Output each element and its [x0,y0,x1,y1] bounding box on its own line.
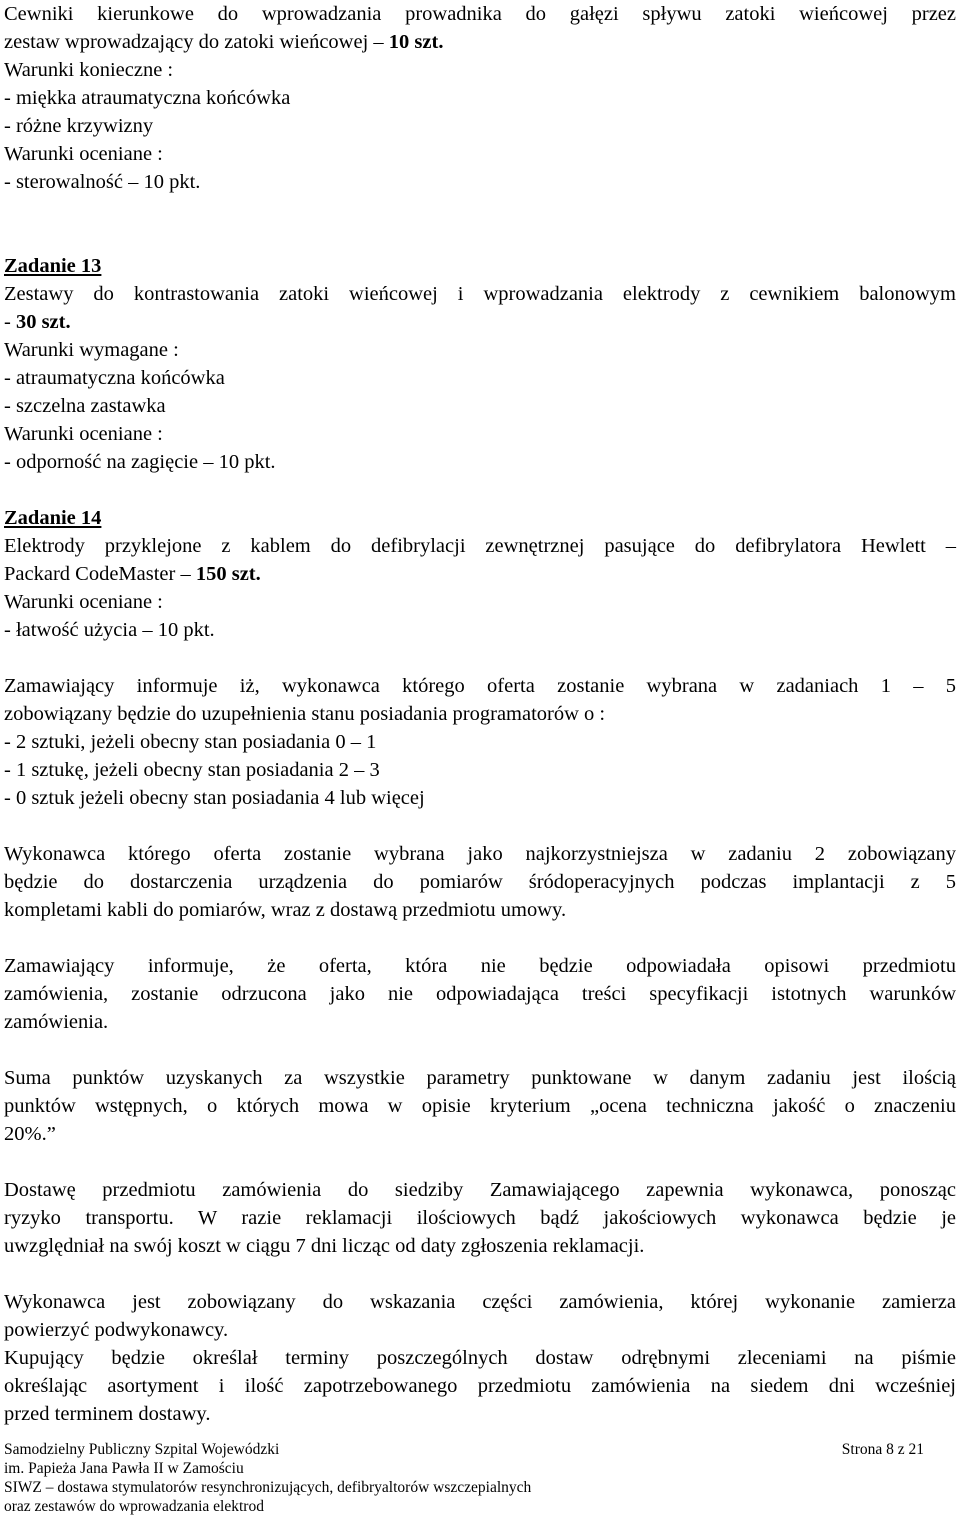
paragraph-line: punktów wstępnych, o których mowa w opisie kryterium „ocena techniczna jakość o znaczeniu [4,1095,956,1117]
paragraph-line: Wykonawca jest zobowiązany do wskazania części zamówienia, której wykonanie zamierza [4,1291,956,1313]
paragraph-line: będzie do dostarczenia urządzenia do pomiarów śródoperacyjnych podczas implantacji z 5 [4,871,956,893]
footer-page-number: Strona 8 z 21 [841,1441,924,1458]
footer-document-subtitle: oraz zestawów do wprowadzania elektrod [4,1498,264,1515]
block1-req-heading: Warunki konieczne : [4,59,174,81]
task13-title: Zadanie 13 [4,255,102,277]
task13-eval-heading: Warunki oceniane : [4,423,163,445]
task13-line1: Zestawy do kontrastowania zatoki wieńcowej i wprowadzania elektrody z cewnikiem balonowym [4,283,956,305]
task14-eval-heading: Warunki oceniane : [4,591,163,613]
block1-eval-item: - sterowalność – 10 pkt. [4,171,201,193]
footer-institution-name: im. Papieża Jana Pawła II w Zamościu [4,1460,244,1477]
task14-line1: Elektrody przyklejone z kablem do defibrylacji zewnętrznej pasujące do defibrylatora Hewlett – [4,535,956,557]
paragraph-line: zamówienia, zostanie odrzucona jako nie odpowiadająca treści specyfikacji istotnych warunków [4,983,956,1005]
paragraph-line: Zamawiający informuje iż, wykonawca którego oferta zostanie wybrana w zadaniach 1 – 5 [4,675,956,697]
task13-line2 [4,308,956,336]
paragraph-line: Zamawiający informuje, że oferta, która nie będzie odpowiadała opisowi przedmiotu [4,955,956,977]
paragraph-line: powierzyć podwykonawcy. [4,1319,229,1341]
task13-quantity: 30 szt. [15,311,71,333]
block1-req-item: - miękka atraumatyczna końcówka [4,87,291,109]
task13-req-item: - atraumatyczna końcówka [4,367,225,389]
footer-document-title: SIWZ – dostawa stymulatorów resynchronizujących, defibryaltorów wszczepialnych [4,1479,532,1496]
task14-eval-item: - łatwość użycia – 10 pkt. [4,619,215,641]
block1-quantity: 10 szt. [388,31,444,53]
block1-line2-text: zestaw wprowadzający do zatoki wieńcowej – [4,31,389,53]
block1-line2 [4,28,956,56]
paragraph-line: ryzyko transportu. W razie reklamacji ilościowych bądź jakościowych wykonawca będzie je [4,1207,956,1229]
paragraph-line: zamówienia. [4,1011,109,1033]
paragraph-line: określając asortyment i ilość zapotrzebowanego przedmiotu zamówienia na siedem dni wcześniej [4,1375,956,1397]
task13-req-heading: Warunki wymagane : [4,339,179,361]
task13-eval-item: - odporność na zagięcie – 10 pkt. [4,451,276,473]
task14-title: Zadanie 14 [4,507,102,529]
task14-line2 [4,560,956,588]
list-item: - 1 sztukę, jeżeli obecny stan posiadania 2 – 3 [4,759,380,781]
block1-req-item: - różne krzywizny [4,115,154,137]
footer-institution: Samodzielny Publiczny Szpital Wojewódzki [4,1441,280,1458]
paragraph-line: Wykonawca którego oferta zostanie wybrana jako najkorzystniejsza w zadaniu 2 zobowiązany [4,843,956,865]
task14-line2-text: Packard CodeMaster – [4,563,196,585]
task13-req-item: - szczelna zastawka [4,395,166,417]
paragraph-line: 20%.” [4,1123,56,1145]
paragraph-line: Suma punktów uzyskanych za wszystkie parametry punktowane w danym zadaniu jest ilością [4,1067,956,1089]
list-item: - 2 sztuki, jeżeli obecny stan posiadania 0 – 1 [4,731,377,753]
paragraph-line: Kupujący będzie określał terminy poszczególnych dostaw odrębnymi zleceniami na piśmie [4,1347,956,1369]
block1-eval-heading: Warunki oceniane : [4,143,163,165]
paragraph-line: uwzględniał na swój koszt w ciągu 7 dni licząc od daty zgłoszenia reklamacji. [4,1235,645,1257]
paragraph-line: zobowiązany będzie do uzupełnienia stanu posiadania programatorów o : [4,703,606,725]
task14-quantity: 150 szt. [195,563,261,585]
paragraph-line: przed terminem dostawy. [4,1403,211,1425]
paragraph-line: kompletami kabli do pomiarów, wraz z dostawą przedmiotu umowy. [4,899,567,921]
block1-line1: Cewniki kierunkowe do wprowadzania prowadnika do gałęzi spływu zatoki wieńcowej przez [4,3,956,25]
paragraph-line: Dostawę przedmiotu zamówienia do siedziby Zamawiającego zapewnia wykonawca, ponosząc [4,1179,956,1201]
task13-line2-text: - [4,311,16,333]
list-item: - 0 sztuk jeżeli obecny stan posiadania 4 lub więcej [4,787,425,809]
